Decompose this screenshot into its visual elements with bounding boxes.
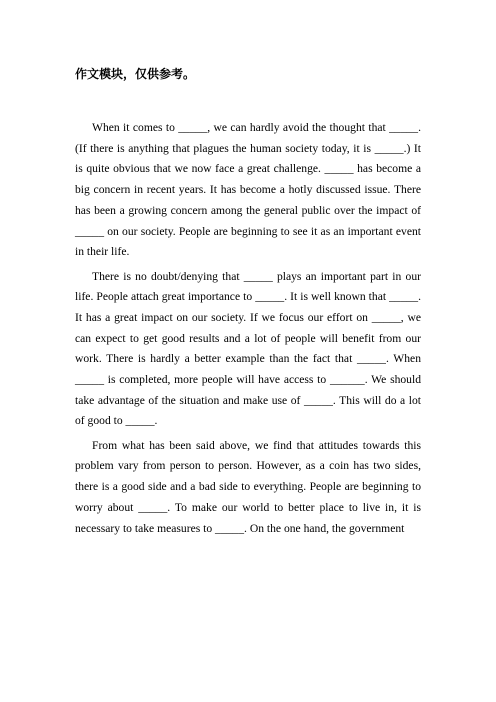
document-heading: 作文模块，仅供参考。: [75, 67, 196, 81]
paragraph-discussion: From what has been said above, we find that attitudes towards this problem vary from person to person. However, as a coin has two sides, there is a good side and a bad side to everything. People are beginning to worry about _____. To make our world to better place to live in, it is necessary to take measures to _____. On the one hand, the government: [75, 438, 421, 535]
paragraph-intro: When it comes to _____, we can hardly avoid the thought that _____. (If there is anything that plagues the human society today, it is _____.) It is quite obvious that we now face a great challenge. _____ has become a big concern in recent years. It has become a hotly discussed issue. There has been a growing concern among the general public over the impact of _____ on our society. People are beginning to see it as an important event in their life.: [75, 121, 421, 259]
document-body: [75, 118, 421, 543]
paragraph-body: There is no doubt/denying that _____ plays an important part in our life. People attach great importance to _____. It is well known that _____. It has a great impact on our society. If we focus our effort on _____, we can expect to get good results and a lot of people will benefit from our work. There is hardly a better example than the fact that _____. When _____ is completed, more people will have access to ______. We should take advantage of the situation and make use of _____. This will do a lot of good to _____.: [75, 269, 421, 428]
